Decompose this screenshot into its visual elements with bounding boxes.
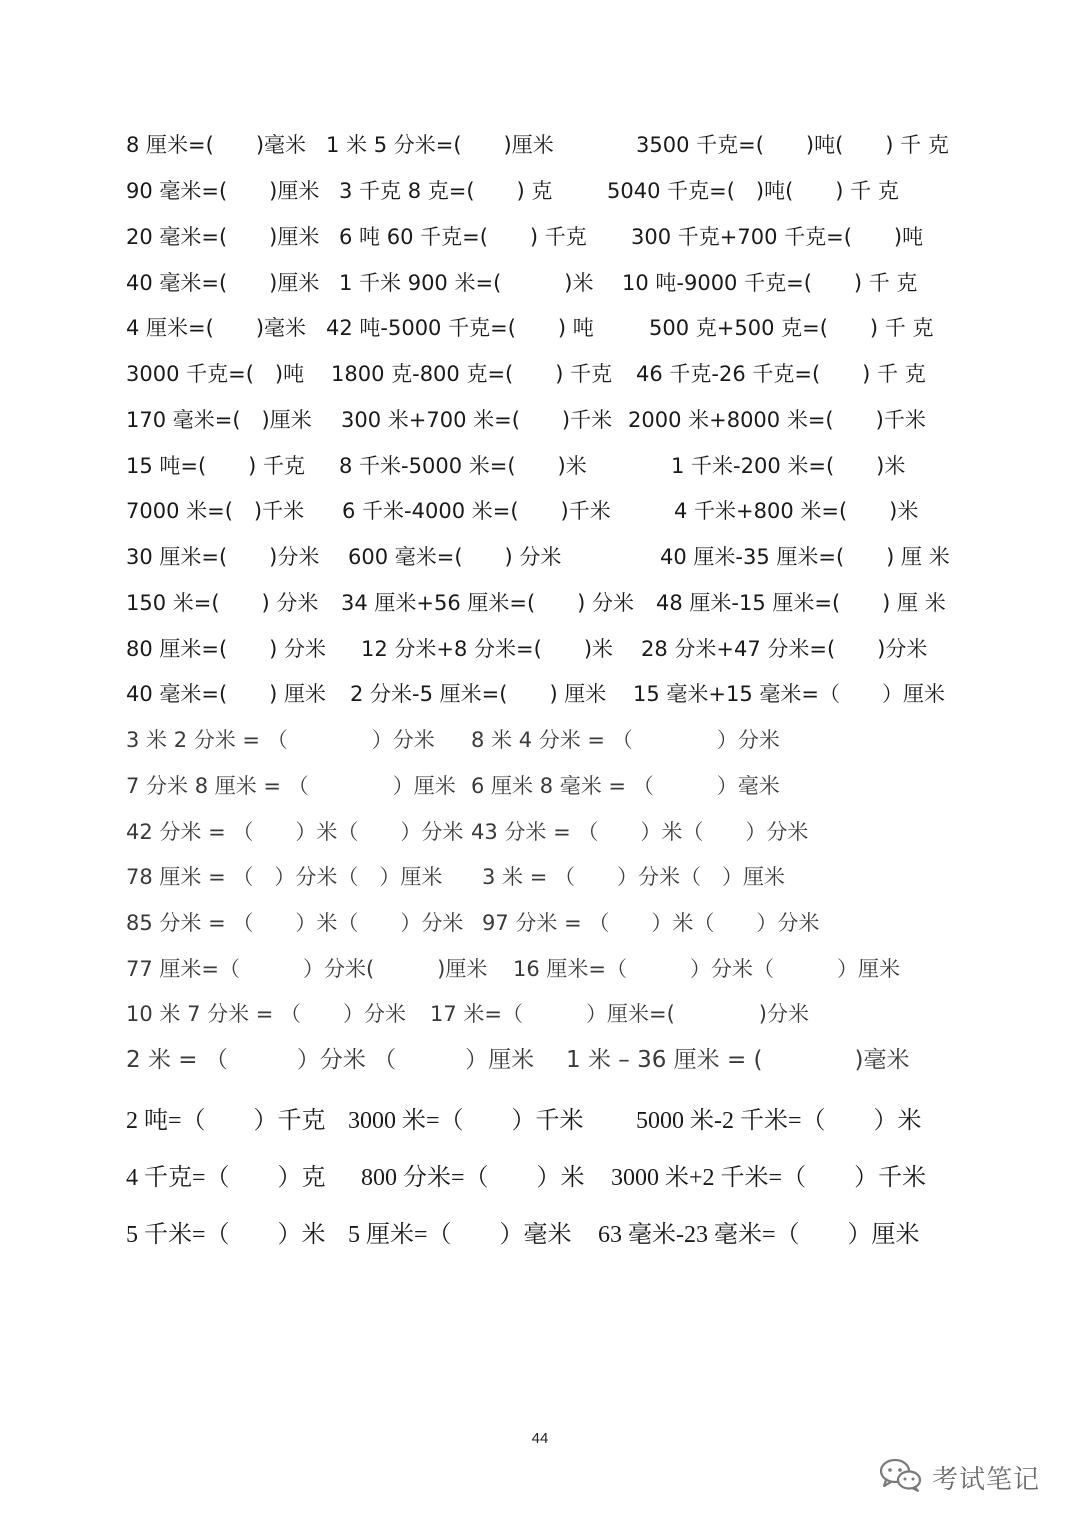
page-number: 44 (531, 1430, 549, 1447)
watermark (878, 1457, 1058, 1497)
exercise-line (126, 999, 809, 1029)
exercise-item: 12 分米+8 分米=( )米 (361, 637, 614, 661)
exercise-item: 17 米=（ ）厘米=( )分米 (430, 1002, 809, 1026)
exercise-item: 5 厘米=（ ）毫米 (348, 1222, 572, 1248)
exercise-item: 300 千克+700 千克=( )吨 (631, 225, 924, 249)
exercise-item: 85 分米 = （ ）米（ ）分米 (126, 911, 464, 935)
exercise-item: 5 千米=（ ）米 (126, 1222, 326, 1248)
exercise-item: 4 千克=（ ）克 (126, 1165, 326, 1191)
exercise-item: 42 分米 = （ ）米（ ）分米 (126, 820, 464, 844)
exercise-item: 90 毫米=( )厘米 (126, 179, 320, 203)
exercise-item: 170 毫米=( )厘米 (126, 408, 312, 432)
exercise-line (126, 176, 899, 206)
exercise-line (126, 771, 780, 801)
exercise-item: 34 厘米+56 厘米=( ) 分米 (341, 591, 635, 615)
exercise-item: 4 千米+800 米=( )米 (674, 499, 919, 523)
exercise-item: 500 克+500 克=( ) 千 克 (649, 316, 934, 340)
exercise-item: 1 米 – 36 厘米 = ( )毫米 (566, 1047, 910, 1073)
exercise-line (126, 817, 809, 847)
exercise-item: 7 分米 8 厘米 = （ ）厘米 (126, 774, 456, 798)
exercise-line (126, 725, 780, 755)
exercise-line (126, 130, 949, 160)
exercise-line (126, 542, 950, 572)
exercise-item: 10 米 7 分米 = （ ）分米 (126, 1002, 407, 1026)
exercise-item: 5000 米-2 千米=（ ）米 (636, 1108, 922, 1134)
exercise-item: 3 米 = （ ）分米（ ）厘米 (482, 865, 785, 889)
exercise-item: 3 千克 8 克=( ) 克 (339, 179, 553, 203)
exercise-line (126, 496, 919, 526)
exercise-item: 42 吨-5000 千克=( ) 吨 (326, 316, 594, 340)
exercise-item: 8 厘米=( )毫米 (126, 133, 307, 157)
exercise-line (126, 359, 926, 389)
exercise-item: 48 厘米-15 厘米=( ) 厘 米 (656, 591, 946, 615)
exercise-item: 3000 千克=( )吨 (126, 362, 305, 386)
exercise-item: 1 千米-200 米=( )米 (671, 454, 906, 478)
exercise-item: 600 毫米=( ) 分米 (348, 545, 562, 569)
exercise-item: 2 吨=（ ）千克 (126, 1108, 326, 1134)
exercise-item: 15 毫米+15 毫米=（ ）厘米 (633, 682, 945, 706)
exercise-item: 6 厘米 8 毫米 = （ ）毫米 (471, 774, 780, 798)
exercise-item: 800 分米=（ ）米 (361, 1165, 585, 1191)
exercise-item: 46 千克-26 千克=( ) 千 克 (636, 362, 926, 386)
exercise-item: 4 厘米=( )毫米 (126, 316, 307, 340)
exercise-item: 2 米 = （ ）分米 （ ）厘米 (126, 1047, 535, 1073)
exercise-item: 16 厘米=（ ）分米（ ）厘米 (513, 957, 900, 981)
exercise-item: 5040 千克=( )吨( ) 千 克 (607, 179, 899, 203)
exercise-line (126, 634, 928, 664)
exercise-line (126, 405, 926, 435)
exercise-item: 3000 米+2 千米=（ ）千米 (611, 1165, 927, 1191)
exercise-item: 1 米 5 分米=( )厘米 (326, 133, 554, 157)
exercise-item: 63 毫米-23 毫米=（ ）厘米 (598, 1222, 920, 1248)
exercise-item: 150 米=( ) 分米 (126, 591, 319, 615)
exercise-line (126, 679, 945, 709)
exercise-item: 40 毫米=( )厘米 (126, 271, 320, 295)
exercise-item: 40 厘米-35 厘米=( ) 厘 米 (660, 545, 950, 569)
exercise-item: 78 厘米 = （ ）分米（ ）厘米 (126, 865, 443, 889)
exercise-item: 97 分米 = （ ）米（ ）分米 (482, 911, 820, 935)
watermark-text: 考试笔记 (932, 1464, 1041, 1495)
exercise-item: 3 米 2 分米 = （ ）分米 (126, 728, 435, 752)
exercise-line (126, 588, 946, 618)
exercise-line (126, 1163, 927, 1193)
exercise-line (126, 1220, 920, 1250)
exercise-item: 300 米+700 米=( )千米 (341, 408, 613, 432)
exercise-item: 15 吨=( ) 千克 (126, 454, 306, 478)
exercise-line (126, 268, 918, 298)
exercise-item: 1 千米 900 米=( )米 (339, 271, 594, 295)
exercise-item: 6 千米-4000 米=( )千米 (342, 499, 611, 523)
exercise-item: 20 毫米=( )厘米 (126, 225, 320, 249)
wechat-icon (878, 1456, 924, 1498)
exercise-item: 10 吨-9000 千克=( ) 千 克 (622, 271, 918, 295)
exercise-item: 80 厘米=( ) 分米 (126, 637, 327, 661)
exercise-item: 40 毫米=( ) 厘米 (126, 682, 327, 706)
exercise-line (126, 862, 785, 892)
exercise-line (126, 451, 906, 481)
exercise-item: 2 分米-5 厘米=( ) 厘米 (350, 682, 607, 706)
exercise-line (126, 313, 934, 343)
exercise-item: 2000 米+8000 米=( )千米 (628, 408, 926, 432)
exercise-line (126, 908, 820, 938)
exercise-item: 8 千米-5000 米=( )米 (339, 454, 587, 478)
exercise-item: 7000 米=( )千米 (126, 499, 305, 523)
exercise-item: 1800 克-800 克=( ) 千克 (331, 362, 613, 386)
exercise-item: 6 吨 60 千克=( ) 千克 (339, 225, 587, 249)
exercise-item: 8 米 4 分米 = （ ）分米 (471, 728, 780, 752)
exercise-item: 28 分米+47 分米=( )分米 (641, 637, 928, 661)
exercise-line (126, 1045, 910, 1075)
exercise-line (126, 222, 924, 252)
exercise-item: 30 厘米=( )分米 (126, 545, 320, 569)
exercise-line (126, 1106, 922, 1136)
exercise-line (126, 954, 900, 984)
exercise-item: 43 分米 = （ ）米（ ）分米 (471, 820, 809, 844)
exercise-item: 3000 米=（ ）千米 (348, 1108, 584, 1134)
exercise-item: 3500 千克=( )吨( ) 千 克 (636, 133, 949, 157)
exercise-item: 77 厘米=（ ）分米( )厘米 (126, 957, 488, 981)
